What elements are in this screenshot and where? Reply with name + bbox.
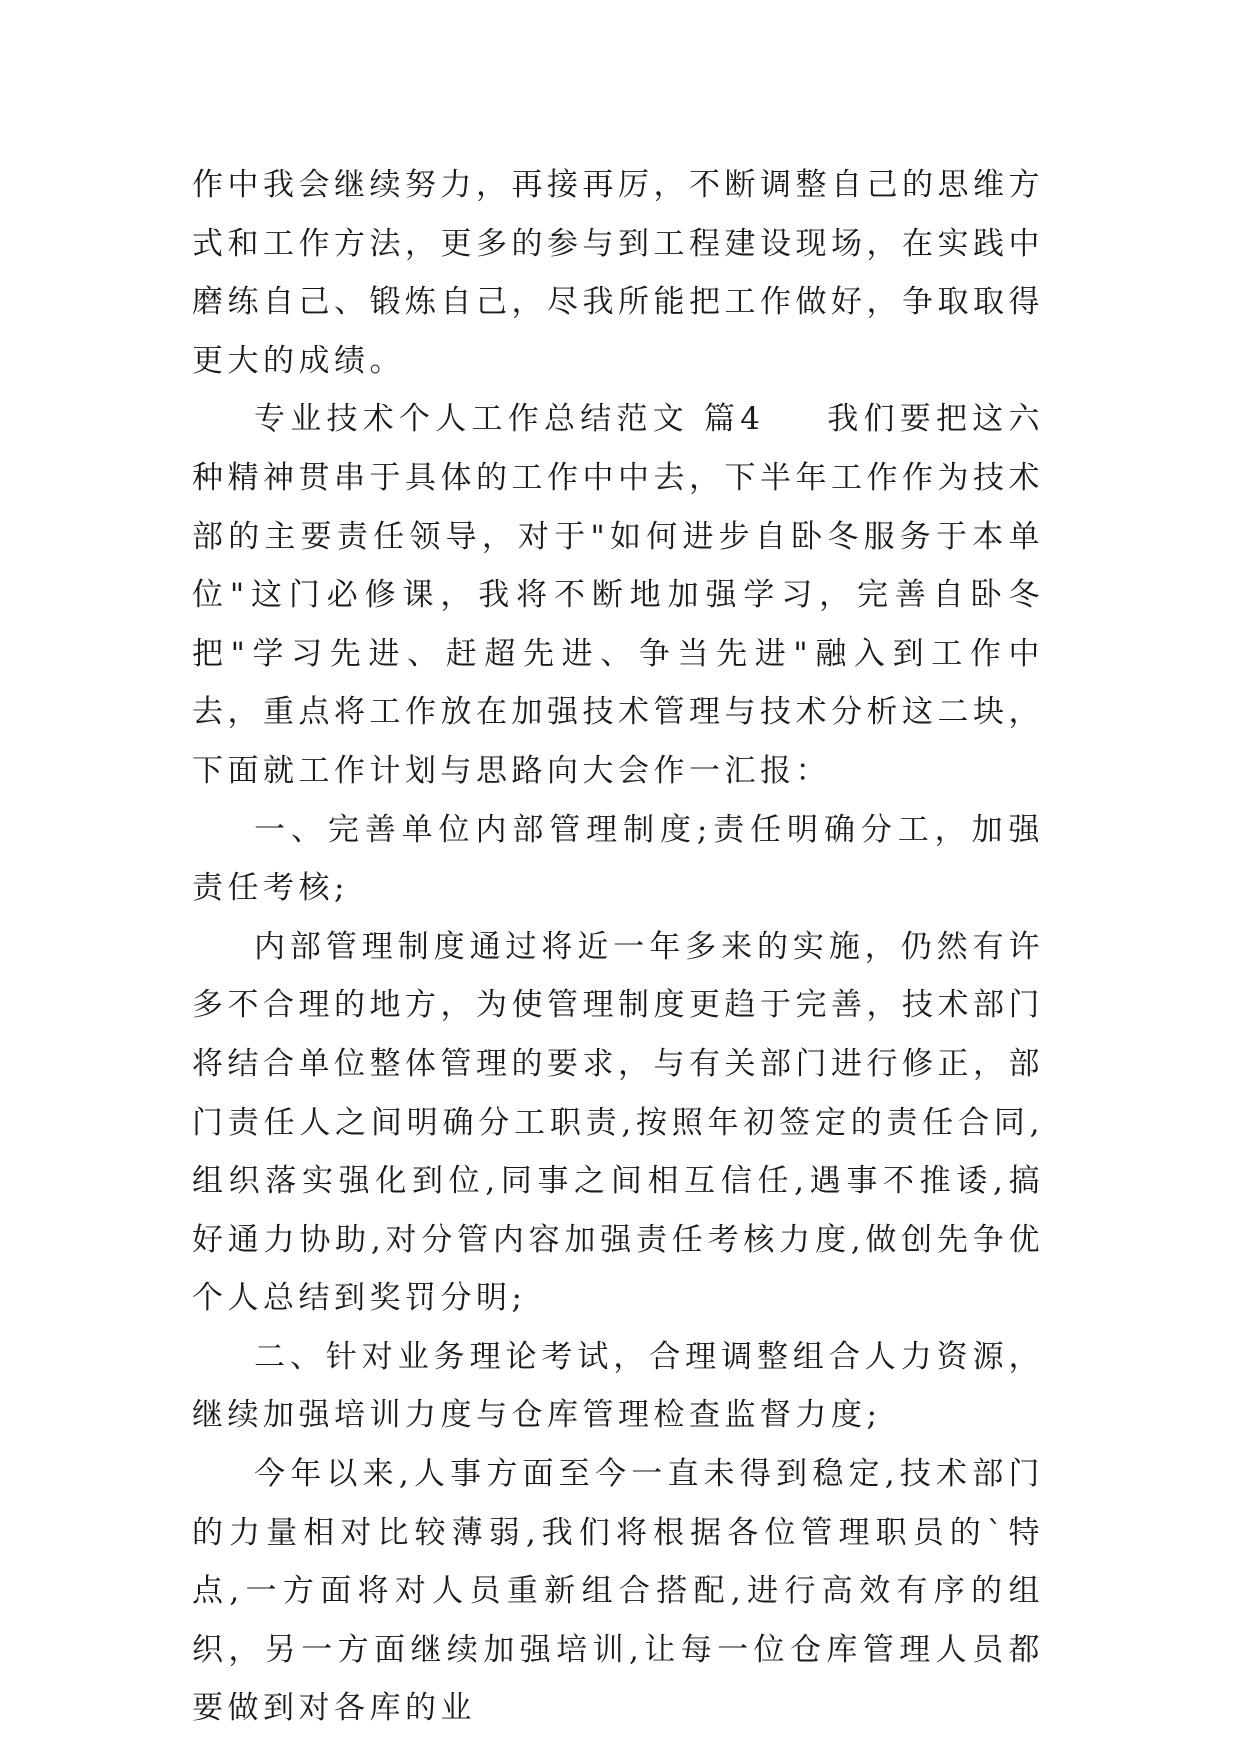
paragraph-point-1-body: 内部管理制度通过将近一年多来的实施，仍然有许多不合理的地方，为使管理制度更趋于完善，技术部门将结合单位整体管理的要求，与有关部门进行修正，部门责任人之间明确分工职责,按照年初签定的责任合同,组织落实强化到位,同事之间相互信任,遇事不推诿,搞好通力协助,对分管内容加强责任考核力度,做创先争优个人总结到奖罚分明; bbox=[192, 928, 1044, 1317]
document-body bbox=[192, 156, 1044, 1738]
paragraph-point-2-heading: 二、针对业务理论考试，合理调整组合人力资源，继续加强培训力度与仓库管理检查监督力度; bbox=[192, 1338, 1044, 1434]
section-4-body: 我们要把这六种精神贯串于具体的工作中中去，下半年工作作为技术部的主要责任领导，对于"如何进步自卧冬服务于本单位"这门必修课，我将不断地加强学习，完善自卧冬把"学习先进、赶超先进、争当先进"融入到工作中去，重点将工作放在加强技术管理与技术分析这二块，下面就工作计划与思路向大会作一汇报： bbox=[192, 401, 1045, 789]
paragraph-point-2-body: 今年以来,人事方面至今一直未得到稳定,技术部门的力量相对比较薄弱,我们将根据各位管理职员的`特点,一方面将对人员重新组合搭配,进行高效有序的组织，另一方面继续加强培训,让每一位仓库管理人员都要做到对各库的业 bbox=[192, 1456, 1044, 1727]
paragraph-point-1-heading: 一、完善单位内部管理制度;责任明确分工，加强责任考核; bbox=[192, 811, 1044, 907]
paragraph-section-4 bbox=[192, 390, 1044, 800]
section-title: 专业技术个人工作总结范文 篇4 bbox=[254, 401, 765, 438]
paragraph-continuation: 作中我会继续努力，再接再厉，不断调整自己的思维方式和工作方法，更多的参与到工程建设现场，在实践中磨练自己、锻炼自己，尽我所能把工作做好，争取取得更大的成绩。 bbox=[192, 167, 1044, 379]
